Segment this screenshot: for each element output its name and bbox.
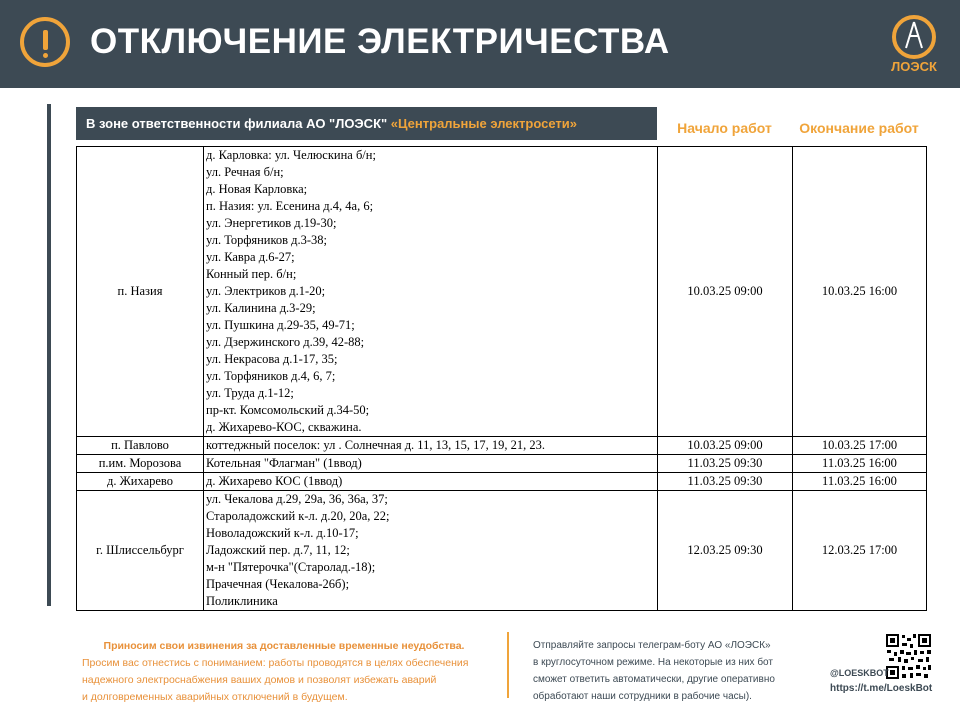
exclamation-circle-icon bbox=[20, 17, 70, 67]
col-header-end: Окончание работ bbox=[799, 120, 919, 136]
zone-branch: «Центральные электросети» bbox=[390, 116, 577, 131]
left-accent-bar bbox=[47, 104, 51, 606]
address-line: ул. Пушкина д.29-35, 49-71; bbox=[206, 318, 355, 332]
table-row bbox=[77, 147, 927, 437]
bot-link[interactable]: https://t.me/LoeskBot bbox=[830, 683, 933, 694]
end-time-cell: 12.03.25 17:00 bbox=[793, 491, 927, 611]
bot-info-line: Отправляйте запросы телеграм-боту АО «ЛОЭСК» bbox=[533, 640, 771, 651]
address-line: м-н "Пятерочка"(Старолад.-18); bbox=[206, 560, 376, 574]
header-bar bbox=[0, 0, 960, 88]
table-row bbox=[77, 437, 927, 455]
address-cell bbox=[204, 473, 658, 491]
address-line: коттеджный поселок: ул . Солнечная д. 11, 13, 15, 17, 19, 21, 23. bbox=[206, 438, 545, 452]
address-line: ул. Труда д.1-12; bbox=[206, 386, 294, 400]
address-line: пр-кт. Комсомольский д.34-50; bbox=[206, 403, 370, 417]
address-line: Конный пер. б/н; bbox=[206, 267, 297, 281]
address-line: Староладожский к-л. д.20, 20а, 22; bbox=[206, 509, 390, 523]
apology-line: и долговременных аварийных отключений в будущем. bbox=[82, 691, 348, 703]
start-time-cell: 11.03.25 09:30 bbox=[658, 473, 793, 491]
footer-divider bbox=[507, 632, 509, 698]
location-cell: г. Шлиссельбург bbox=[77, 491, 204, 611]
location-cell: п.им. Морозова bbox=[77, 455, 204, 473]
address-line: ул. Торфяников д.4, 6, 7; bbox=[206, 369, 336, 383]
address-line: д. Жихарево КОС (1ввод) bbox=[206, 474, 343, 488]
address-line: ул. Калинина д.3-29; bbox=[206, 301, 316, 315]
zone-header bbox=[76, 107, 657, 140]
address-line: д. Жихарево-КОС, скважина. bbox=[206, 420, 362, 434]
apology-line: Просим вас отнестись с пониманием: работы проводятся в целях обеспечения bbox=[82, 657, 469, 669]
bot-info-line: сможет ответить автоматически, другие оперативно bbox=[533, 674, 775, 685]
address-line: Новоладожский к-л. д.10-17; bbox=[206, 526, 359, 540]
address-line: ул. Энергетиков д.19-30; bbox=[206, 216, 337, 230]
location-cell: п. Павлово bbox=[77, 437, 204, 455]
address-line: ул. Речная б/н; bbox=[206, 165, 284, 179]
address-line: Поликлиника bbox=[206, 594, 278, 608]
end-time-cell: 10.03.25 16:00 bbox=[793, 147, 927, 437]
address-cell bbox=[204, 147, 658, 437]
table-row bbox=[77, 473, 927, 491]
end-time-cell: 11.03.25 16:00 bbox=[793, 473, 927, 491]
address-line: п. Назия: ул. Есенина д.4, 4а, 6; bbox=[206, 199, 374, 213]
apology-text bbox=[82, 638, 492, 706]
loesk-logo-icon bbox=[889, 14, 939, 60]
page-title: ОТКЛЮЧЕНИЕ ЭЛЕКТРИЧЕСТВА bbox=[90, 22, 670, 61]
address-line: д. Новая Карловка; bbox=[206, 182, 308, 196]
end-time-cell: 11.03.25 16:00 bbox=[793, 455, 927, 473]
address-line: ул. Чекалова д.29, 29а, 36, 36а, 37; bbox=[206, 492, 388, 506]
location-cell: п. Назия bbox=[77, 147, 204, 437]
outage-table bbox=[76, 146, 927, 611]
apology-line: надежного электроснабжения ваших домов и позволят избежать аварий bbox=[82, 674, 437, 686]
address-line: ул. Некрасова д.1-17, 35; bbox=[206, 352, 338, 366]
bot-info-line: обработают наши сотрудники в рабочие часы). bbox=[533, 691, 752, 702]
address-line: д. Карловка: ул. Челюскина б/н; bbox=[206, 148, 376, 162]
address-line: Котельная "Флагман" (1ввод) bbox=[206, 456, 362, 470]
apology-title: Приносим свои извинения за доставленные временные неудобства. bbox=[103, 640, 465, 652]
address-line: ул. Дзержинского д.39, 42-88; bbox=[206, 335, 365, 349]
table-row bbox=[77, 455, 927, 473]
address-cell bbox=[204, 491, 658, 611]
address-line: ул. Торфяников д.3-38; bbox=[206, 233, 328, 247]
address-line: ул. Электриков д.1-20; bbox=[206, 284, 326, 298]
address-line: Прачечная (Чекалова-26б); bbox=[206, 577, 350, 591]
location-cell: д. Жихарево bbox=[77, 473, 204, 491]
bot-info-text bbox=[533, 637, 823, 705]
logo-text: ЛОЭСК bbox=[891, 59, 937, 74]
address-line: Ладожский пер. д.7, 11, 12; bbox=[206, 543, 350, 557]
table-row bbox=[77, 491, 927, 611]
start-time-cell: 10.03.25 09:00 bbox=[658, 437, 793, 455]
qr-code-icon[interactable] bbox=[885, 633, 932, 680]
address-cell bbox=[204, 437, 658, 455]
company-logo bbox=[889, 14, 939, 74]
bot-info-line: в круглосуточном режиме. На некоторые из них бот bbox=[533, 657, 773, 668]
col-header-start: Начало работ bbox=[677, 120, 772, 136]
start-time-cell: 11.03.25 09:30 bbox=[658, 455, 793, 473]
zone-label: В зоне ответственности филиала АО "ЛОЭСК" bbox=[86, 116, 388, 131]
start-time-cell: 12.03.25 09:30 bbox=[658, 491, 793, 611]
address-line: ул. Кавра д.6-27; bbox=[206, 250, 295, 264]
bot-handle: @LOESKBOT bbox=[830, 668, 889, 678]
address-cell bbox=[204, 455, 658, 473]
start-time-cell: 10.03.25 09:00 bbox=[658, 147, 793, 437]
end-time-cell: 10.03.25 17:00 bbox=[793, 437, 927, 455]
